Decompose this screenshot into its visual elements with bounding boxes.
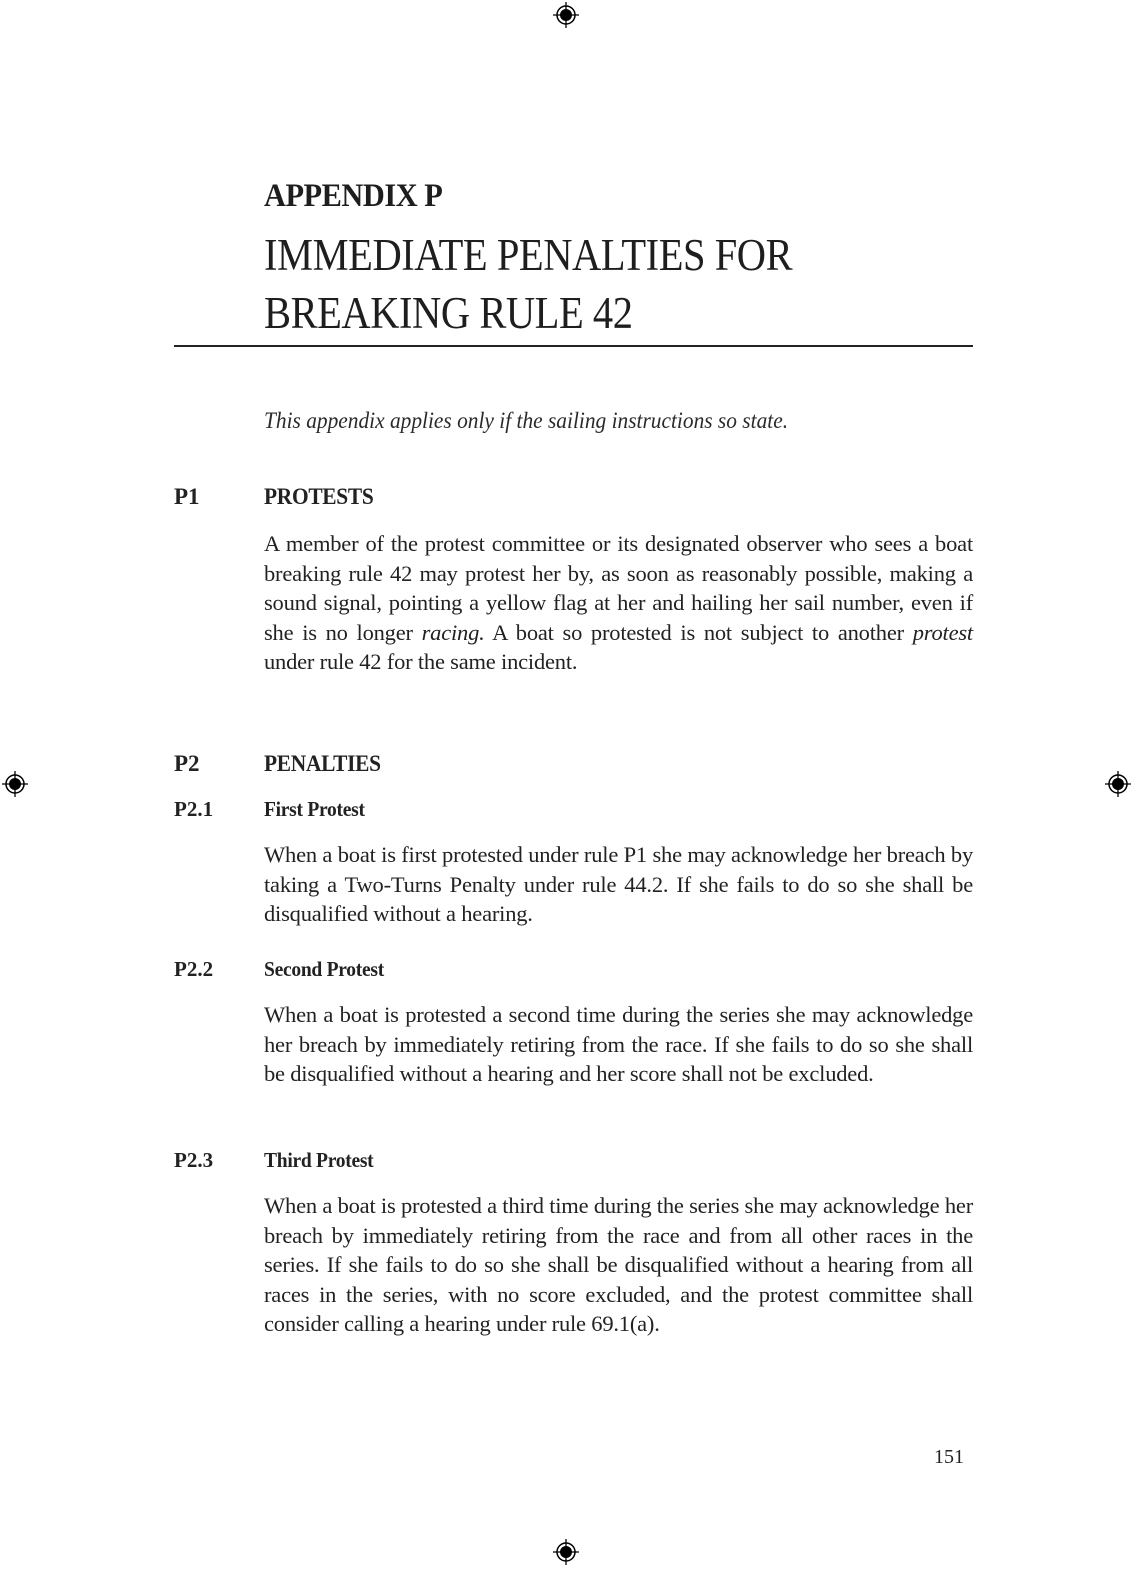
section-number-p2: P2 xyxy=(174,751,200,776)
registration-mark-icon xyxy=(552,1,580,29)
section-body-p1 xyxy=(264,529,973,677)
registration-mark-icon xyxy=(552,1538,580,1566)
registration-mark-icon xyxy=(1104,770,1132,798)
subsection-heading-second-protest: Second Protest xyxy=(264,957,384,981)
subsection-body-p2-2: When a boat is protested a second time during the series she may acknowledge her breach by immediately retiring from the race. If she fails to do so she shall be disqualified without a hearing and her score shall not be excluded. xyxy=(264,1002,973,1087)
subsection-body-p2-1: When a boat is first protested under rule P1 she may acknowledge her breach by taking a Two-Turns Penalty under rule 44.2. If she fails to do so she shall be disqualified without a hearing. xyxy=(264,842,973,927)
subsection-number-p2-2: P2.2 xyxy=(174,957,214,981)
section-heading-protests: PROTESTS xyxy=(264,484,374,509)
title-divider xyxy=(174,345,973,347)
page-title xyxy=(264,226,948,342)
page-number: 151 xyxy=(934,1446,964,1468)
body-text: A member of the protest committee or its designated observer who sees a boat breaking rule 42 may protest her by, as soon as reasonably possible, making a sound signal, pointing a yellow flag at her and hailing her sail number, even if she is no longer xyxy=(264,531,973,645)
subsection-body-p2-3: When a boat is protested a third time during the series she may acknowledge her breach by immediately retiring from the race and from all other races in the series. If she fails to do so she shall be disqualified without a hearing from all races in the series, with no score excluded, and the protest committee shall consider calling a hearing under rule 69.1(a). xyxy=(264,1193,973,1337)
section-heading-penalties: PENALTIES xyxy=(264,751,381,776)
registration-mark-icon xyxy=(1,770,29,798)
subsection-number-p2-3: P2.3 xyxy=(174,1148,214,1172)
subsection-number-p2-1: P2.1 xyxy=(174,797,214,821)
intro-note: This appendix applies only if the sailing instructions so state. xyxy=(264,408,789,433)
defined-term-racing: racing. xyxy=(421,619,485,645)
subsection-heading-first-protest: First Protest xyxy=(264,797,365,821)
body-text: A boat so protested is not subject to another xyxy=(484,619,913,645)
section-number-p1: P1 xyxy=(174,484,200,509)
appendix-label: APPENDIX P xyxy=(264,178,443,214)
title-line-2: BREAKING RULE 42 xyxy=(264,288,633,338)
subsection-heading-third-protest: Third Protest xyxy=(264,1148,374,1172)
title-line-1: IMMEDIATE PENALTIES FOR xyxy=(264,230,793,280)
body-text: under rule 42 for the same incident. xyxy=(264,649,578,675)
defined-term-protest: protest xyxy=(912,619,973,645)
